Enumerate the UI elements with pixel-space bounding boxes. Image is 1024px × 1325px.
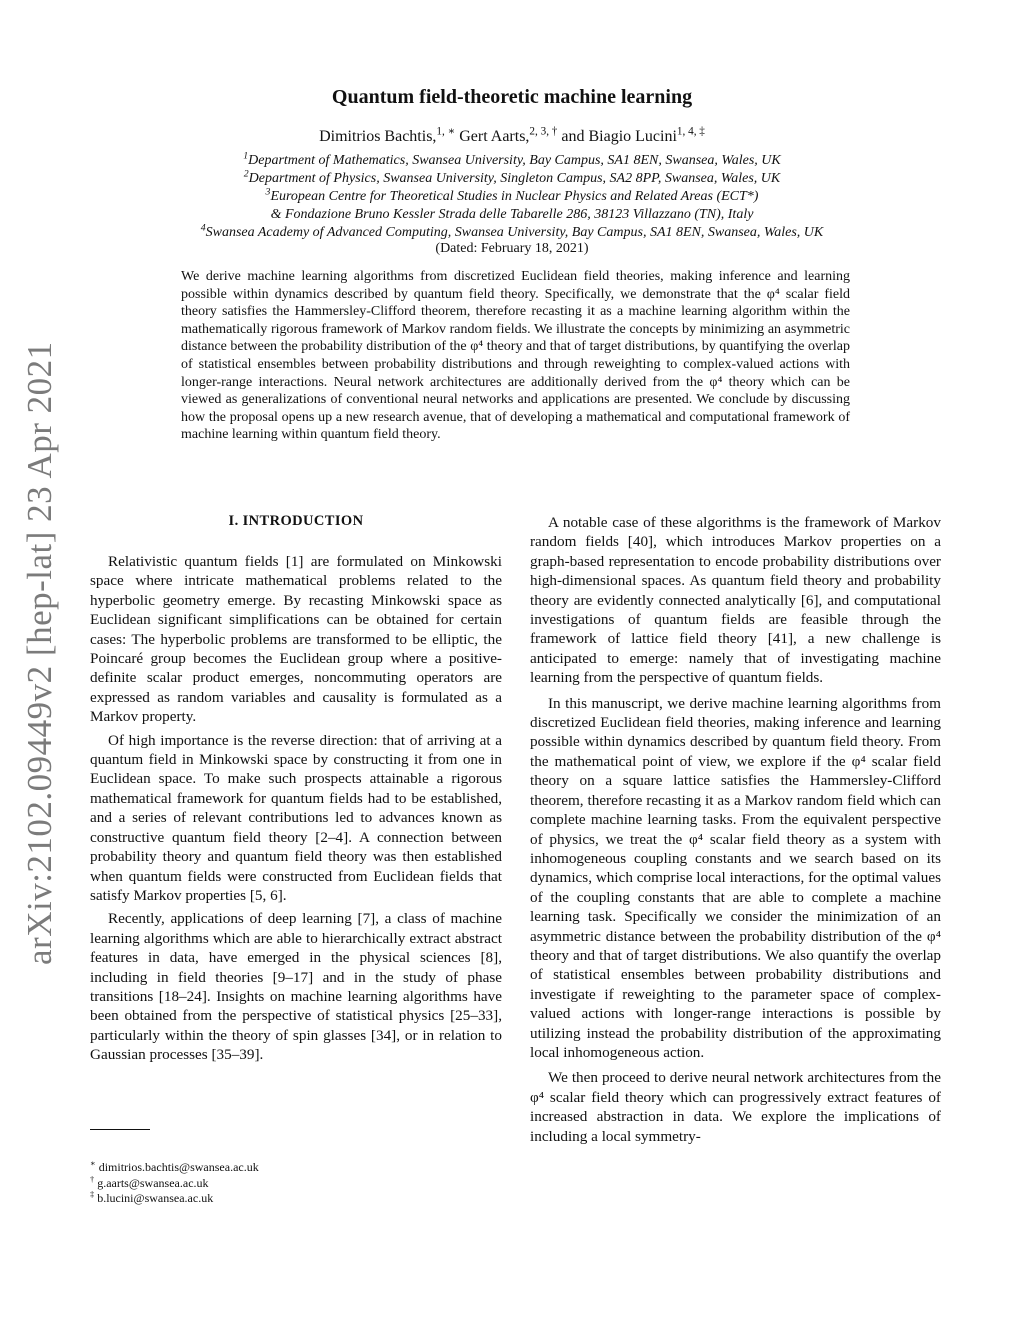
left-column (90, 512, 502, 1069)
author-name: Dimitrios Bachtis, (319, 128, 437, 145)
footnote: ∗ dimitrios.bachtis@swansea.ac.uk (90, 1159, 259, 1174)
affiliation: & Fondazione Bruno Kessler Strada delle Tabarelle 286, 38123 Villazzano (TN), Italy (270, 207, 754, 222)
author-name: and Biagio Lucini (557, 128, 677, 145)
paragraph: In this manuscript, we derive machine learning algorithms from discretized Euclidean field theories, making inference and learning possible within dynamics described by quantum field theory. From the mathematical point of view, we explore if the φ⁴ scalar field theory on a square lattice satisfies the Hammersley-Clifford theorem, therefore recasting it as a Markov random field which can complete machine learning tasks. From the equivalent perspective of physics, we treat the φ⁴ scalar field theory as a system with inhomogeneous coupling constants and we search based on its dynamics, which comprise local interactions, for the optimal values of the coupling constants that are able to complete a machine learning task. Specifically we consider the minimization of an asymmetric distance between the probability distribution of the φ⁴ theory and that of target distributions. We also quantify the overlap of statistical ensembles between probability distributions and investigate if reweighting to the parameter space of complex-valued actions with longer-range interactions is possible by utilizing instead the probability distribution of the approximating local inhomogeneous action. (530, 694, 941, 1061)
footnote: † g.aarts@swansea.ac.uk (90, 1174, 209, 1190)
paragraph: Of high importance is the reverse direction: that of arriving at a quantum field in Minkowski space by constructing it from one in Euclidean space. To make such prospects attainable a rigorous mathematical framework for quantum fields had to be established, and a series of relevant contributions led to advances known as constructive quantum field theory [2–4]. A connection between probability theory and quantum field theory was then established when quantum fields were constructed from Euclidean fields that satisfy Markov properties [5, 6]. (90, 731, 502, 904)
paragraph: We then proceed to derive neural network architectures from the φ⁴ scalar field theory which can progressively extract features of increased abstraction in data. We explore the implications of including a local symmetry- (530, 1069, 941, 1145)
footnotes (90, 1160, 502, 1207)
affiliation-list (0, 152, 1024, 242)
paper-title: Quantum field-theoretic machine learning (331, 86, 693, 108)
affiliation: $^4$Swansea Academy of Advanced Computing, Swansea University, Bay Campus, SA1 8EN, Swansea, Wales, UK (200, 222, 824, 240)
author-superscript: 1, ∗ (436, 125, 456, 138)
footnote: ‡ b.lucini@swansea.ac.uk (90, 1190, 214, 1205)
author-name: Gert Aarts, (455, 128, 530, 145)
affiliation: $^1$Department of Mathematics, Swansea University, Bay Campus, SA1 8EN, Swansea, Wales, UK (243, 150, 781, 168)
author-superscript: 1, 4, ‡ (676, 125, 705, 138)
footnote-rule (90, 1129, 150, 1130)
section-heading: I. INTRODUCTION (228, 513, 364, 529)
arxiv-identifier: arXiv:2102.09449v2 [hep-lat] 23 Apr 2021 (20, 341, 59, 965)
date-line: (Dated: February 18, 2021) (435, 241, 589, 256)
paragraph: A notable case of these algorithms is the framework of Markov random fields [40], which introduces Markov properties on a graph-based representation to encode probability distributions over high-dimensional spaces. As quantum field theory and probability theory are evidently connected analytically [6], and computational investigations of quantum fields are feasible through the framework of lattice field theory [41], a new challenge is anticipated to emerge: namely that of investigating machine learning from the perspective of quantum fields. (530, 514, 941, 687)
abstract: We derive machine learning algorithms from discretized Euclidean field theories, making inference and learning possible within dynamics described by quantum field theory. Specifically, we demonstrate that the φ⁴ scalar field theory satisfies the Hammersley-Clifford theorem, therefore recasting it as a machine learning algorithm within the mathematically rigorous framework of Markov random fields. We illustrate the concepts by minimizing an asymmetric distance between the probability distribution of the φ⁴ theory and that of target distributions, by quantifying the overlap of statistical ensembles between probability distributions and through reweighting to complex-valued actions with longer-range interactions. Neural network architectures are additionally derived from the φ⁴ theory which can be viewed as generalizations of conventional neural networks and applications are presented. We conclude by discussing how the proposal opens up a new research avenue, that of developing a mathematical and computational framework of machine learning within quantum field theory. (181, 269, 850, 443)
affiliation: $^3$European Centre for Theoretical Studies in Nuclear Physics and Related Areas (ECT*) (265, 186, 759, 204)
author-superscript: 2, 3, † (529, 125, 558, 138)
author-list (0, 125, 1024, 146)
paragraph: Recently, applications of deep learning [7], a class of machine learning algorithms which are able to hierarchically extract abstract features in data, have emerged in the physical sciences [8], including in field theories [9–17] and in the study of phase transitions [18–24]. Insights on machine learning algorithms have been obtained from the perspective of statistical physics [25–33], particularly within the theory of spin glasses [34], or in relation to Gaussian processes [35–39]. (90, 910, 502, 1064)
right-column (530, 513, 941, 1152)
affiliation: $^2$Department of Physics, Swansea University, Singleton Campus, SA2 8PP, Swansea, Wales, UK (243, 168, 781, 186)
paragraph: Relativistic quantum fields [1] are formulated on Minkowski space where intricate mathematical problems related to the hyperbolic geometry emerge. By recasting Minkowski space as Euclidean significant simplifications can be obtained for certain cases: The hyperbolic problems are transformed to be elliptic, the Poincaré group becomes the Euclidean group where a positive-definite scalar product emerges, noncommuting operators are expressed as random variables and causality is formulated as a Markov property. (90, 553, 502, 726)
